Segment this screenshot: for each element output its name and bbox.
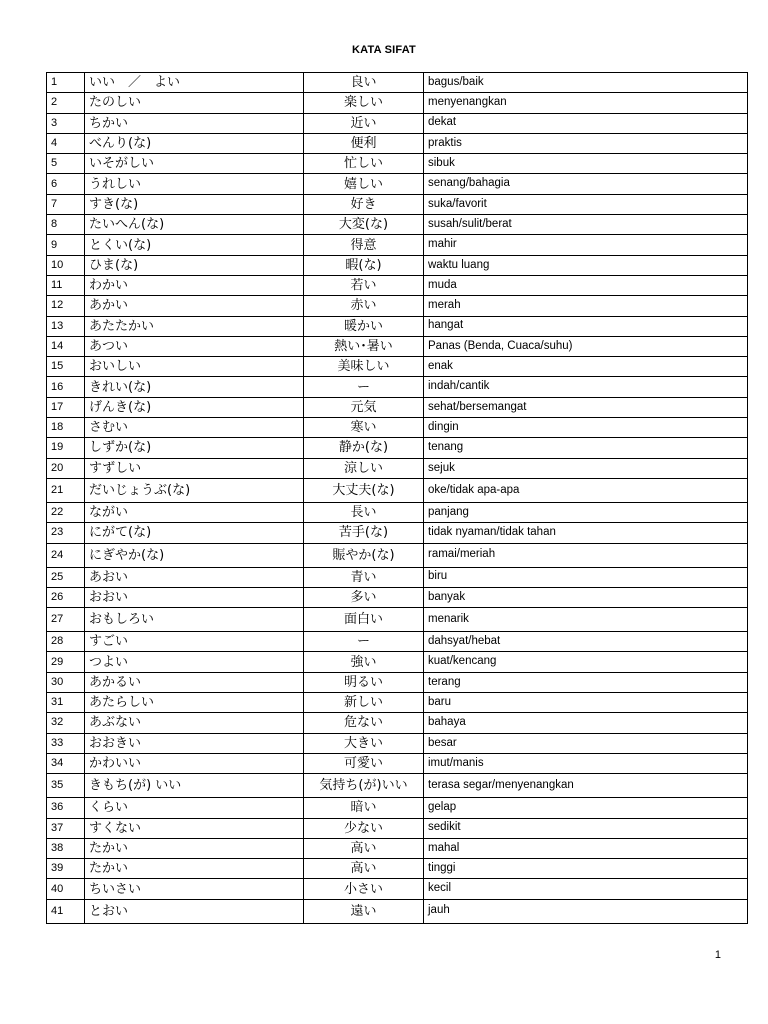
meaning-cell: banyak bbox=[424, 587, 748, 607]
table-row bbox=[47, 818, 748, 838]
meaning-cell: tenang bbox=[424, 438, 748, 458]
kana-cell: すずしい bbox=[85, 458, 304, 478]
kana-cell: かわいい bbox=[85, 753, 304, 773]
meaning-cell: sejuk bbox=[424, 458, 748, 478]
page-title: KATA SIFAT bbox=[352, 44, 416, 56]
meaning-cell: hangat bbox=[424, 316, 748, 336]
kana-cell: きれい(な) bbox=[85, 377, 304, 397]
kanji-cell: 寒い bbox=[304, 418, 424, 438]
kana-cell: だいじょうぶ(な) bbox=[85, 478, 304, 502]
kana-cell: げんき(な) bbox=[85, 397, 304, 417]
table-row bbox=[47, 275, 748, 295]
kanji-cell: 新しい bbox=[304, 693, 424, 713]
kana-cell: べんり(な) bbox=[85, 133, 304, 153]
row-number: 32 bbox=[47, 713, 85, 733]
row-number: 10 bbox=[47, 255, 85, 275]
kanji-cell: 便利 bbox=[304, 133, 424, 153]
row-number: 15 bbox=[47, 357, 85, 377]
kanji-cell: 赤い bbox=[304, 296, 424, 316]
kanji-cell: 賑やか(な) bbox=[304, 543, 424, 567]
kanji-cell: 忙しい bbox=[304, 154, 424, 174]
table-row bbox=[47, 174, 748, 194]
row-number: 5 bbox=[47, 154, 85, 174]
meaning-cell: kecil bbox=[424, 879, 748, 899]
kanji-cell: 元気 bbox=[304, 397, 424, 417]
kana-cell: あおい bbox=[85, 567, 304, 587]
row-number: 37 bbox=[47, 818, 85, 838]
kanji-cell: 大きい bbox=[304, 733, 424, 753]
meaning-cell: biru bbox=[424, 567, 748, 587]
kanji-cell: 嬉しい bbox=[304, 174, 424, 194]
kana-cell: ちかい bbox=[85, 113, 304, 133]
table-row bbox=[47, 418, 748, 438]
kanji-cell: 高い bbox=[304, 838, 424, 858]
kana-cell: すき(な) bbox=[85, 194, 304, 214]
meaning-cell: praktis bbox=[424, 133, 748, 153]
table-row bbox=[47, 235, 748, 255]
kanji-cell: 大変(な) bbox=[304, 215, 424, 235]
row-number: 2 bbox=[47, 93, 85, 113]
adjective-table-body bbox=[47, 73, 748, 924]
table-row bbox=[47, 838, 748, 858]
meaning-cell: muda bbox=[424, 275, 748, 295]
kanji-cell: 静か(な) bbox=[304, 438, 424, 458]
kana-cell: わかい bbox=[85, 275, 304, 295]
table-row bbox=[47, 458, 748, 478]
kana-cell: たいへん(な) bbox=[85, 215, 304, 235]
row-number: 38 bbox=[47, 838, 85, 858]
meaning-cell: terang bbox=[424, 672, 748, 692]
kanji-cell: 強い bbox=[304, 652, 424, 672]
table-row bbox=[47, 133, 748, 153]
meaning-cell: tidak nyaman/tidak tahan bbox=[424, 523, 748, 543]
meaning-cell: terasa segar/menyenangkan bbox=[424, 774, 748, 798]
kanji-cell: 可愛い bbox=[304, 753, 424, 773]
kana-cell: いい ／ よい bbox=[85, 73, 304, 93]
table-row bbox=[47, 672, 748, 692]
meaning-cell: Panas (Benda, Cuaca/suhu) bbox=[424, 336, 748, 356]
meaning-cell: suka/favorit bbox=[424, 194, 748, 214]
kana-cell: あぶない bbox=[85, 713, 304, 733]
meaning-cell: mahal bbox=[424, 838, 748, 858]
kana-cell: にぎやか(な) bbox=[85, 543, 304, 567]
meaning-cell: senang/bahagia bbox=[424, 174, 748, 194]
kanji-cell: 大丈夫(な) bbox=[304, 478, 424, 502]
kana-cell: おおい bbox=[85, 587, 304, 607]
row-number: 20 bbox=[47, 458, 85, 478]
meaning-cell: ramai/meriah bbox=[424, 543, 748, 567]
table-row bbox=[47, 733, 748, 753]
table-row bbox=[47, 652, 748, 672]
kanji-cell: ー bbox=[304, 377, 424, 397]
row-number: 8 bbox=[47, 215, 85, 235]
meaning-cell: jauh bbox=[424, 899, 748, 923]
kana-cell: おいしい bbox=[85, 357, 304, 377]
table-row bbox=[47, 753, 748, 773]
kanji-cell: 多い bbox=[304, 587, 424, 607]
table-row bbox=[47, 296, 748, 316]
table-row bbox=[47, 113, 748, 133]
row-number: 4 bbox=[47, 133, 85, 153]
kanji-cell: 明るい bbox=[304, 672, 424, 692]
kanji-cell: 好き bbox=[304, 194, 424, 214]
table-row bbox=[47, 523, 748, 543]
row-number: 34 bbox=[47, 753, 85, 773]
kanji-cell: 暖かい bbox=[304, 316, 424, 336]
row-number: 26 bbox=[47, 587, 85, 607]
table-row bbox=[47, 154, 748, 174]
kana-cell: ながい bbox=[85, 502, 304, 522]
kanji-cell: 近い bbox=[304, 113, 424, 133]
row-number: 9 bbox=[47, 235, 85, 255]
meaning-cell: sehat/bersemangat bbox=[424, 397, 748, 417]
kanji-cell: 少ない bbox=[304, 818, 424, 838]
kana-cell: ちいさい bbox=[85, 879, 304, 899]
row-number: 40 bbox=[47, 879, 85, 899]
kanji-cell: 長い bbox=[304, 502, 424, 522]
kanji-cell: 高い bbox=[304, 859, 424, 879]
row-number: 24 bbox=[47, 543, 85, 567]
table-row bbox=[47, 316, 748, 336]
meaning-cell: sedikit bbox=[424, 818, 748, 838]
kana-cell: ひま(な) bbox=[85, 255, 304, 275]
table-row bbox=[47, 713, 748, 733]
meaning-cell: dahsyat/hebat bbox=[424, 632, 748, 652]
kanji-cell: 若い bbox=[304, 275, 424, 295]
kana-cell: あかるい bbox=[85, 672, 304, 692]
kanji-cell: 良い bbox=[304, 73, 424, 93]
row-number: 14 bbox=[47, 336, 85, 356]
row-number: 41 bbox=[47, 899, 85, 923]
row-number: 18 bbox=[47, 418, 85, 438]
kana-cell: おおきい bbox=[85, 733, 304, 753]
kana-cell: つよい bbox=[85, 652, 304, 672]
table-row bbox=[47, 899, 748, 923]
row-number: 36 bbox=[47, 798, 85, 818]
table-row bbox=[47, 397, 748, 417]
row-number: 12 bbox=[47, 296, 85, 316]
meaning-cell: indah/cantik bbox=[424, 377, 748, 397]
kanji-cell: 小さい bbox=[304, 879, 424, 899]
row-number: 13 bbox=[47, 316, 85, 336]
row-number: 22 bbox=[47, 502, 85, 522]
table-row bbox=[47, 357, 748, 377]
table-row bbox=[47, 693, 748, 713]
kanji-cell: 熱い･暑い bbox=[304, 336, 424, 356]
table-row bbox=[47, 879, 748, 899]
table-row bbox=[47, 587, 748, 607]
table-row bbox=[47, 478, 748, 502]
kana-cell: あかい bbox=[85, 296, 304, 316]
table-row bbox=[47, 774, 748, 798]
row-number: 1 bbox=[47, 73, 85, 93]
table-row bbox=[47, 567, 748, 587]
row-number: 30 bbox=[47, 672, 85, 692]
row-number: 21 bbox=[47, 478, 85, 502]
table-row bbox=[47, 502, 748, 522]
kana-cell: きもち(が) いい bbox=[85, 774, 304, 798]
table-row bbox=[47, 93, 748, 113]
row-number: 25 bbox=[47, 567, 85, 587]
kana-cell: とくい(な) bbox=[85, 235, 304, 255]
table-row bbox=[47, 255, 748, 275]
row-number: 28 bbox=[47, 632, 85, 652]
kanji-cell: 気持ち(が)いい bbox=[304, 774, 424, 798]
row-number: 17 bbox=[47, 397, 85, 417]
meaning-cell: bahaya bbox=[424, 713, 748, 733]
table-row bbox=[47, 336, 748, 356]
meaning-cell: menyenangkan bbox=[424, 93, 748, 113]
row-number: 7 bbox=[47, 194, 85, 214]
row-number: 16 bbox=[47, 377, 85, 397]
row-number: 27 bbox=[47, 608, 85, 632]
row-number: 39 bbox=[47, 859, 85, 879]
table-row bbox=[47, 194, 748, 214]
kanji-cell: 涼しい bbox=[304, 458, 424, 478]
meaning-cell: oke/tidak apa-apa bbox=[424, 478, 748, 502]
meaning-cell: besar bbox=[424, 733, 748, 753]
table-row bbox=[47, 377, 748, 397]
page-number: 1 bbox=[714, 949, 721, 961]
meaning-cell: gelap bbox=[424, 798, 748, 818]
meaning-cell: merah bbox=[424, 296, 748, 316]
kana-cell: たのしい bbox=[85, 93, 304, 113]
meaning-cell: mahir bbox=[424, 235, 748, 255]
meaning-cell: susah/sulit/berat bbox=[424, 215, 748, 235]
kana-cell: あたらしい bbox=[85, 693, 304, 713]
row-number: 11 bbox=[47, 275, 85, 295]
kanji-cell: 苦手(な) bbox=[304, 523, 424, 543]
row-number: 19 bbox=[47, 438, 85, 458]
kana-cell: たかい bbox=[85, 838, 304, 858]
row-number: 29 bbox=[47, 652, 85, 672]
meaning-cell: sibuk bbox=[424, 154, 748, 174]
kana-cell: すごい bbox=[85, 632, 304, 652]
kanji-cell: 危ない bbox=[304, 713, 424, 733]
kana-cell: たかい bbox=[85, 859, 304, 879]
meaning-cell: dekat bbox=[424, 113, 748, 133]
kana-cell: にがて(な) bbox=[85, 523, 304, 543]
kana-cell: うれしい bbox=[85, 174, 304, 194]
kanji-cell: ー bbox=[304, 632, 424, 652]
meaning-cell: dingin bbox=[424, 418, 748, 438]
kana-cell: とおい bbox=[85, 899, 304, 923]
table-row bbox=[47, 859, 748, 879]
kanji-cell: 美味しい bbox=[304, 357, 424, 377]
adjective-table bbox=[46, 72, 748, 924]
meaning-cell: imut/manis bbox=[424, 753, 748, 773]
table-row bbox=[47, 543, 748, 567]
table-row bbox=[47, 438, 748, 458]
kanji-cell: 青い bbox=[304, 567, 424, 587]
kana-cell: しずか(な) bbox=[85, 438, 304, 458]
table-row bbox=[47, 798, 748, 818]
kana-cell: いそがしい bbox=[85, 154, 304, 174]
kanji-cell: 暇(な) bbox=[304, 255, 424, 275]
table-row bbox=[47, 632, 748, 652]
meaning-cell: baru bbox=[424, 693, 748, 713]
row-number: 3 bbox=[47, 113, 85, 133]
kana-cell: くらい bbox=[85, 798, 304, 818]
row-number: 23 bbox=[47, 523, 85, 543]
kana-cell: さむい bbox=[85, 418, 304, 438]
kanji-cell: 面白い bbox=[304, 608, 424, 632]
meaning-cell: waktu luang bbox=[424, 255, 748, 275]
table-row bbox=[47, 215, 748, 235]
kanji-cell: 遠い bbox=[304, 899, 424, 923]
meaning-cell: kuat/kencang bbox=[424, 652, 748, 672]
meaning-cell: tinggi bbox=[424, 859, 748, 879]
meaning-cell: menarik bbox=[424, 608, 748, 632]
kanji-cell: 楽しい bbox=[304, 93, 424, 113]
row-number: 6 bbox=[47, 174, 85, 194]
kanji-cell: 得意 bbox=[304, 235, 424, 255]
meaning-cell: panjang bbox=[424, 502, 748, 522]
kana-cell: あつい bbox=[85, 336, 304, 356]
row-number: 33 bbox=[47, 733, 85, 753]
kana-cell: あたたかい bbox=[85, 316, 304, 336]
table-row bbox=[47, 73, 748, 93]
kana-cell: おもしろい bbox=[85, 608, 304, 632]
kana-cell: すくない bbox=[85, 818, 304, 838]
meaning-cell: enak bbox=[424, 357, 748, 377]
kanji-cell: 暗い bbox=[304, 798, 424, 818]
row-number: 35 bbox=[47, 774, 85, 798]
table-row bbox=[47, 608, 748, 632]
row-number: 31 bbox=[47, 693, 85, 713]
meaning-cell: bagus/baik bbox=[424, 73, 748, 93]
